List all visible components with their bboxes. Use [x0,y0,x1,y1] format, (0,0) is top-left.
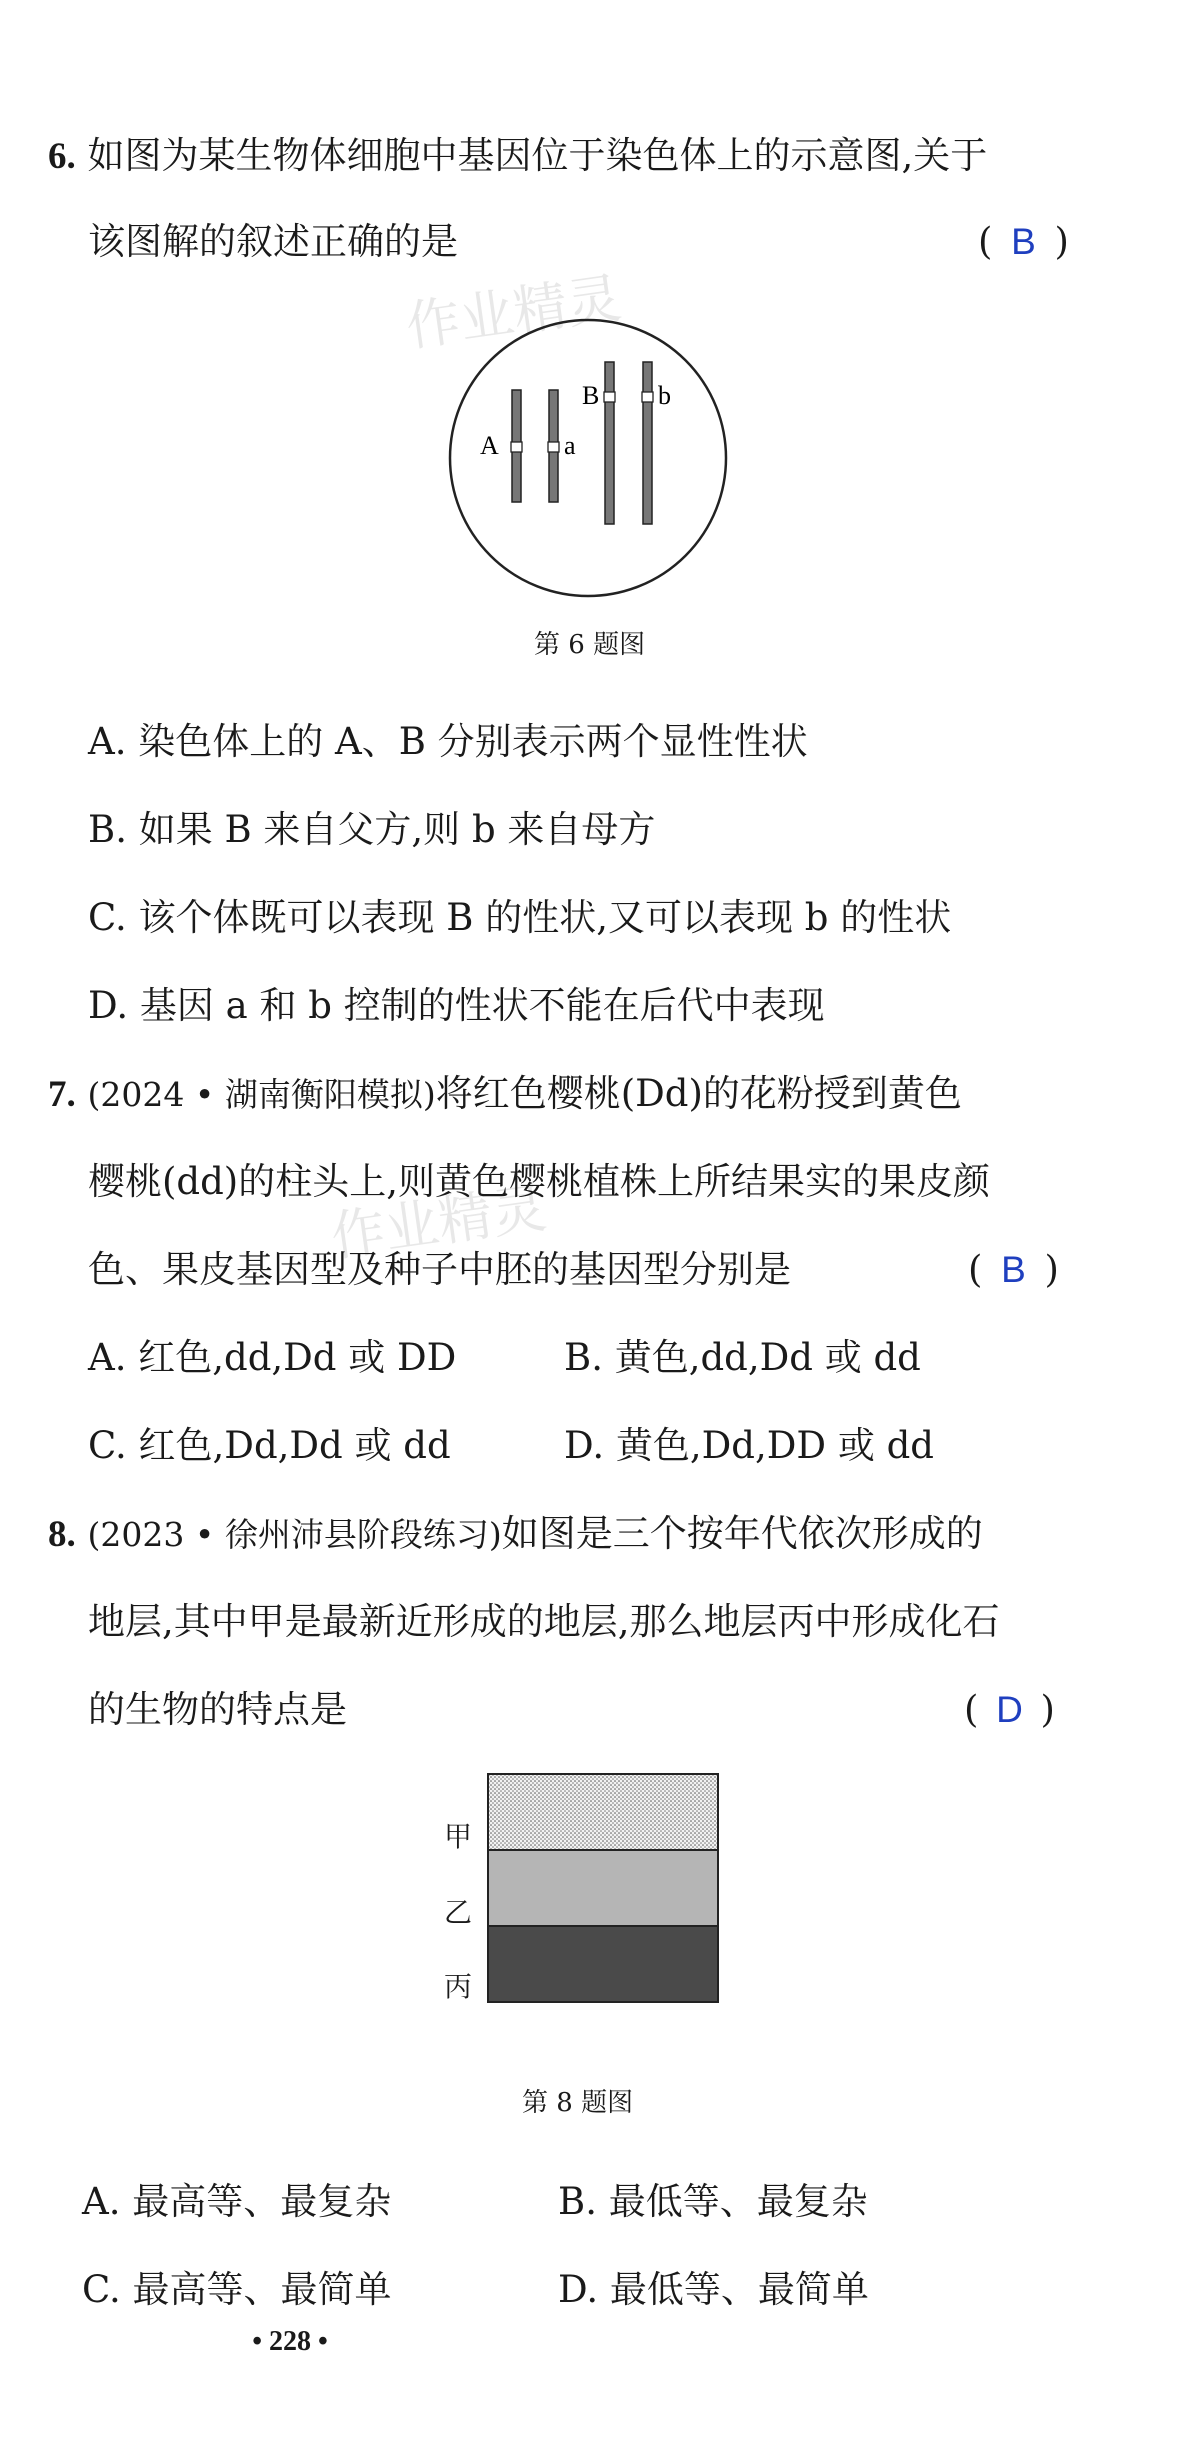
page-number: • 228 • [252,2326,328,2357]
q7-answer [968,1246,1059,1294]
stratum-label-jia: 甲 [444,1820,473,1853]
q8-stem-line1: 如图是三个按年代依次形成的 [501,1512,983,1555]
q7-number: 7. [48,1074,76,1115]
q7-answer-letter: B [1001,1249,1026,1290]
watermark-2: 作业精灵 [327,1176,550,1269]
gene-label-B: B [582,381,600,410]
q7-option-b: B. 黄色,dd,Dd 或 dd [564,1336,921,1379]
q8-answer-open: ( [964,1688,979,1731]
q8-figure-strata [486,1772,722,2006]
stratum-bing [488,1926,718,2002]
q7-stem-line3: 色、果皮基因型及种子中胚的基因型分别是 [88,1248,791,1291]
q8-line1 [48,1510,983,1559]
q6-figure-caption: 第 6 题图 [534,630,646,660]
q8-stem-line2: 地层,其中甲是最新近形成的地层,那么地层丙中形成化石 [88,1600,1000,1643]
stratum-label-yi: 乙 [444,1896,473,1929]
q8-answer-close: ) [1040,1688,1055,1731]
q6-answer-close: ) [1054,220,1069,263]
q7-source: (2024 • 湖南衡阳模拟) [87,1075,436,1114]
stratum-jia [488,1774,718,1850]
q8-number: 8. [48,1514,76,1555]
gene-label-A: A [480,431,499,460]
q8-figure-caption: 第 8 题图 [522,2088,634,2118]
q6-answer-letter: B [1011,221,1036,262]
q6-answer-open: ( [978,220,993,263]
gene-locus-a [548,442,559,452]
watermark-1: 作业精灵 [402,266,625,359]
q6-number: 6. [48,136,76,177]
q6-line1 [48,132,987,181]
stratum-yi [488,1850,718,1926]
q7-option-d: D. 黄色,Dd,DD 或 dd [564,1424,934,1467]
q6-stem-line2: 该图解的叙述正确的是 [88,220,458,263]
q6-option-c: C. 该个体既可以表现 B 的性状,又可以表现 b 的性状 [88,896,952,939]
q6-option-d: D. 基因 a 和 b 控制的性状不能在后代中表现 [88,984,825,1027]
q7-answer-open: ( [968,1248,983,1291]
q6-option-b: B. 如果 B 来自父方,则 b 来自母方 [88,808,656,851]
q8-answer-letter: D [996,1689,1023,1730]
chromosome-B [605,362,614,524]
q8-option-d: D. 最低等、最简单 [558,2268,869,2311]
gene-locus-A [511,442,522,452]
q7-answer-close: ) [1044,1248,1059,1291]
q6-option-a: A. 染色体上的 A、B 分别表示两个显性性状 [88,720,808,763]
q6-answer [978,218,1069,266]
q6-stem-line1: 如图为某生物体细胞中基因位于染色体上的示意图,关于 [87,134,988,177]
gene-label-a: a [564,431,576,460]
q7-stem-line1: 将红色樱桃(Dd)的花粉授到黄色 [435,1072,962,1115]
stratum-label-bing: 丙 [444,1970,473,2003]
q7-option-c: C. 红色,Dd,Dd 或 dd [88,1424,451,1467]
gene-label-b: b [658,381,671,410]
q7-line1 [48,1070,962,1119]
q7-stem-line2: 樱桃(dd)的柱头上,则黄色樱桃植株上所结果实的果皮颜 [88,1160,991,1203]
q8-option-c: C. 最高等、最简单 [82,2268,392,2311]
q8-option-a: A. 最高等、最复杂 [82,2180,392,2223]
q8-source: (2023 • 徐州沛县阶段练习) [87,1515,502,1554]
q7-option-a: A. 红色,dd,Dd 或 DD [88,1336,457,1379]
gene-locus-b [642,392,653,402]
q8-option-b: B. 最低等、最复杂 [558,2180,868,2223]
q8-answer [964,1686,1055,1734]
q6-figure-cell [440,310,740,610]
gene-locus-B [604,392,615,402]
q8-stem-line3: 的生物的特点是 [88,1688,347,1731]
chromosome-b [643,362,652,524]
